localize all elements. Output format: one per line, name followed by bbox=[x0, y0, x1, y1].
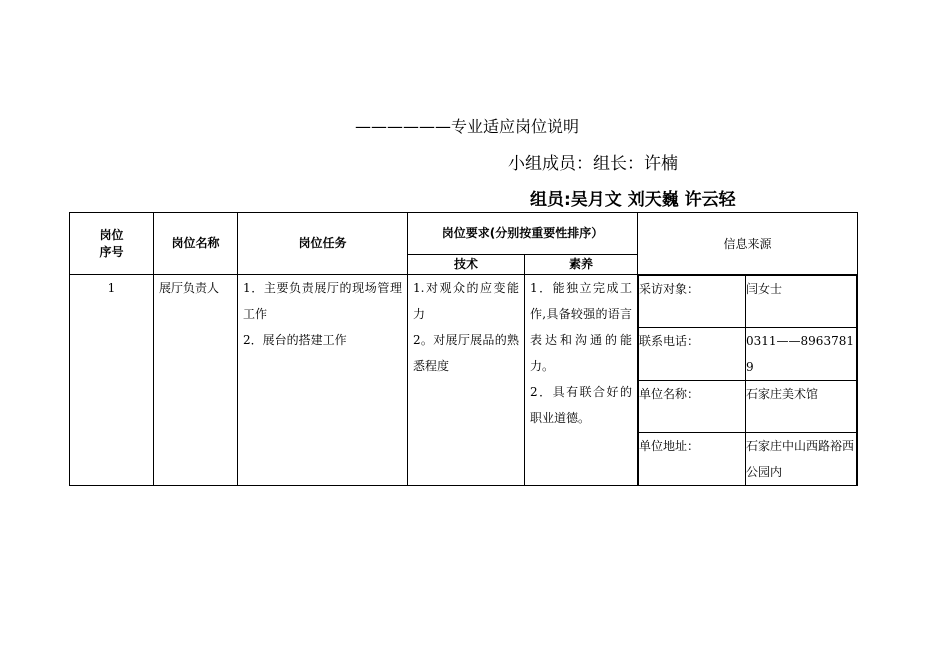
technique-item: 1.对观众的应变能力 bbox=[413, 281, 519, 321]
source-label-organization: 单位名称： bbox=[639, 381, 746, 433]
row-technique bbox=[408, 275, 525, 486]
header-position-task: 岗位任务 bbox=[238, 213, 408, 275]
row-position-name: 展厅负责人 bbox=[154, 275, 238, 486]
header-position-name: 岗位名称 bbox=[154, 213, 238, 275]
row-seq: 1 bbox=[70, 275, 154, 486]
quality-item: 2．具有联合好的职业道德。 bbox=[530, 385, 632, 425]
header-seq-line1: 岗位 bbox=[99, 227, 124, 242]
source-label-phone: 联系电话： bbox=[639, 328, 746, 381]
quality-item: 1．能独立完成工作,具备较强的语言表达和沟通的能力。 bbox=[530, 281, 632, 373]
source-value-organization: 石家庄美术馆 bbox=[746, 381, 857, 433]
technique-item: 2。对展厅展品的熟悉程度 bbox=[413, 333, 519, 373]
group-line: 组员:吴月文 刘天巍 许云轻 bbox=[530, 190, 736, 210]
job-description-table bbox=[69, 212, 858, 486]
header-seq bbox=[70, 213, 154, 275]
source-label-interviewee: 采访对象： bbox=[639, 276, 746, 328]
source-label-address: 单位地址： bbox=[639, 433, 746, 486]
header-requirements: 岗位要求(分别按重要性排序） bbox=[408, 213, 638, 255]
members-line: 小组成员：组长：许楠 bbox=[508, 154, 678, 174]
task-item: 2．展台的搭建工作 bbox=[243, 333, 347, 347]
source-value-interviewee: 闫女士 bbox=[746, 276, 857, 328]
header-quality: 素养 bbox=[525, 255, 638, 275]
source-value-address: 石家庄中山西路裕西公园内 bbox=[746, 433, 857, 486]
row-info-source bbox=[638, 275, 858, 486]
info-source-table bbox=[638, 275, 857, 485]
header-info-source: 信息来源 bbox=[638, 213, 858, 275]
source-value-phone: 0311——89637819 bbox=[746, 328, 857, 381]
row-tasks bbox=[238, 275, 408, 486]
header-seq-line2: 序号 bbox=[99, 244, 124, 259]
task-item: 1．主要负责展厅的现场管理工作 bbox=[243, 281, 402, 321]
row-quality bbox=[525, 275, 638, 486]
header-technique: 技术 bbox=[408, 255, 525, 275]
page-title: ——————专业适应岗位说明 bbox=[355, 117, 580, 136]
